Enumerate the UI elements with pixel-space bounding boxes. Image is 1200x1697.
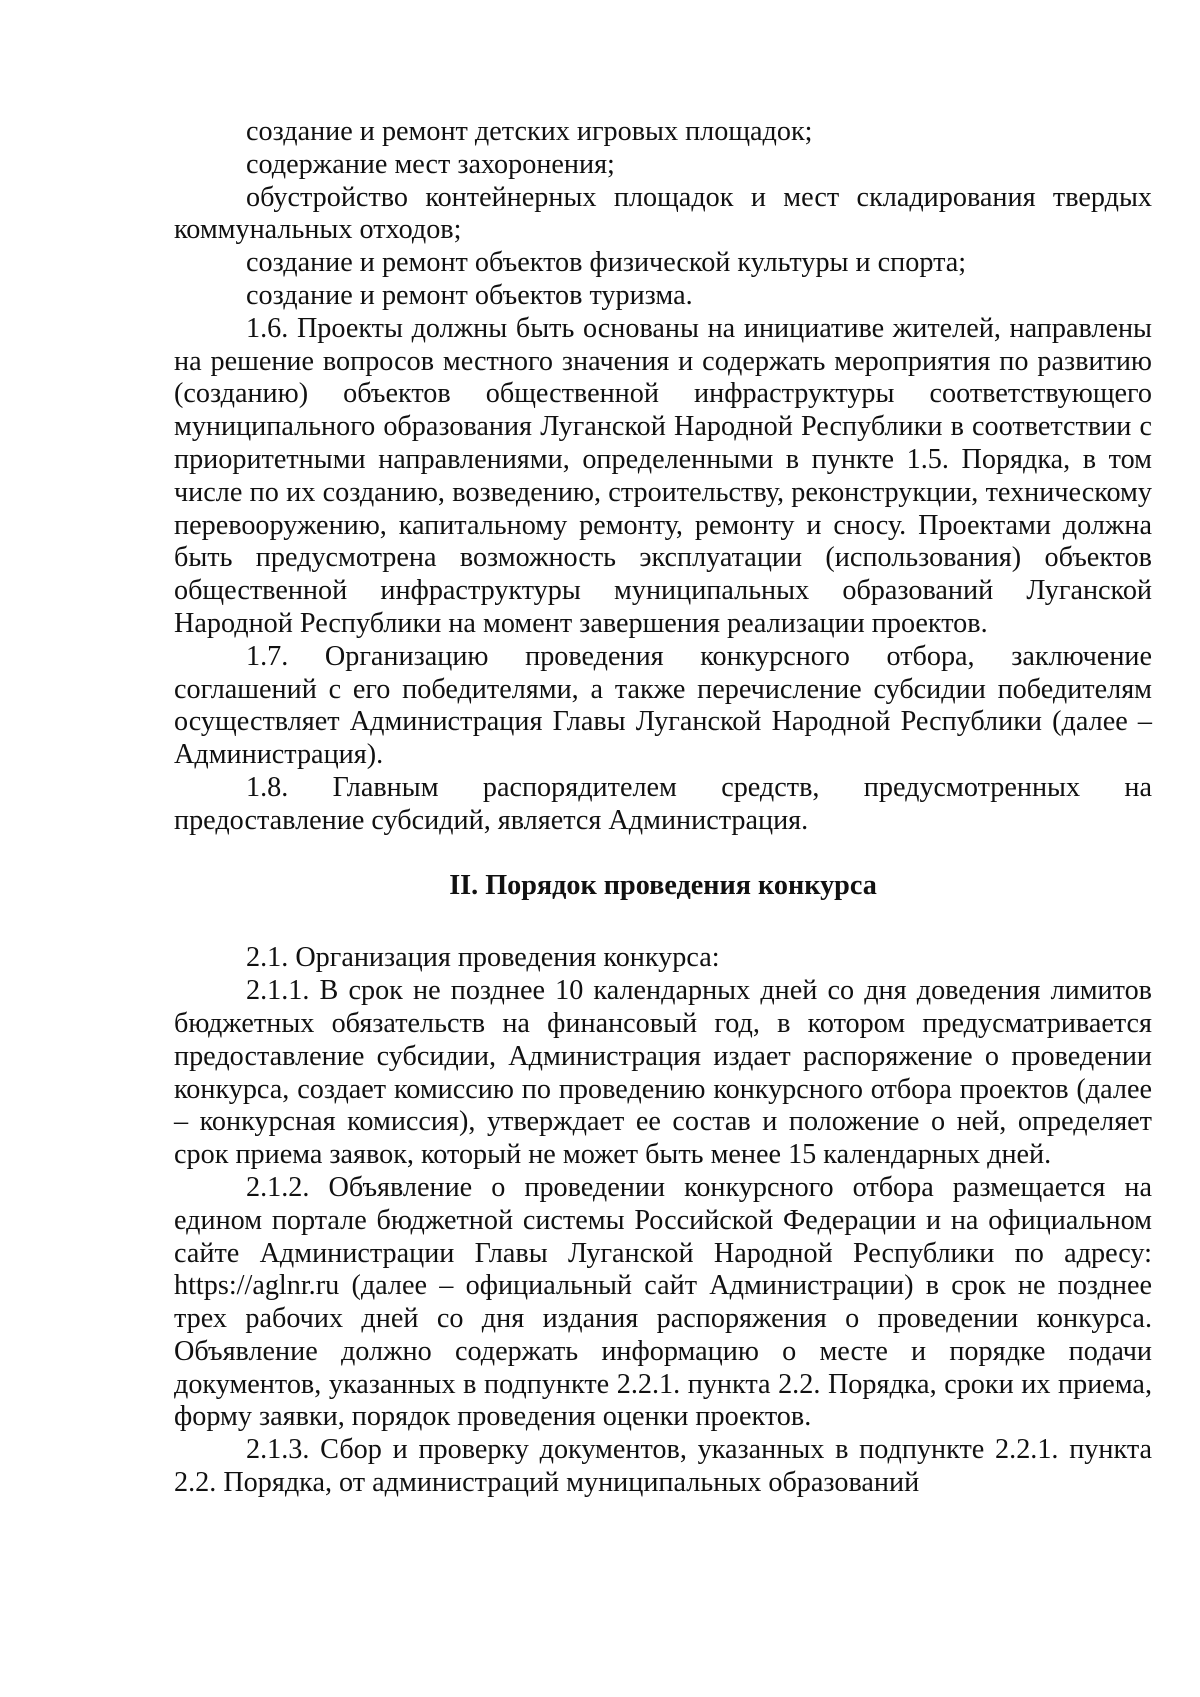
list-item-playgrounds: создание и ремонт детских игровых площадок; — [246, 116, 813, 147]
clause-1-8: 1.8. Главным распорядителем средств, предусмотренных на предоставление субсидий, является Администрация. — [174, 771, 1152, 836]
list-item-burial-sites: содержание мест захоронения; — [246, 148, 615, 180]
list-item-waste-sites: обустройство контейнерных площадок и мест складирования твердых коммунальных отходов; — [174, 181, 1152, 246]
clause-2-1-2: 2.1.2. Объявление о проведении конкурсного отбора размещается на едином портале бюджетной системы Российской Федерации и на официальном сайте Администрации Главы Луганской Народной Республики по адресу: https://aglnr.ru (далее – официальный сайт Администрации) в срок не позднее трех рабочих дней со дня издания распоряжения о проведении конкурса. Объявление должно содержать информацию о месте и порядке подачи документов, указанных в подпункте 2.2.1. пункта 2.2. Порядка, сроки их приема, форму заявки, порядок проведения оценки проектов. — [174, 1171, 1152, 1433]
document-page — [174, 116, 1152, 1500]
clause-2-1-1: 2.1.1. В срок не позднее 10 календарных дней со дня доведения лимитов бюджетных обязательств на финансовый год, в котором предусматривается предоставление субсидии, Администрация издает распоряжение о проведении конкурса, создает комиссию по проведению конкурсного отбора проектов (далее – конкурсная комиссия), утверждает ее состав и положение о ней, определяет срок приема заявок, который не может быть менее 15 календарных дней. — [174, 975, 1152, 1171]
clause-1-6: 1.6. Проекты должны быть основаны на инициативе жителей, направлены на решение вопросов местного значения и содержать мероприятия по развитию (созданию) объектов общественной инфраструктуры соответствующего муниципального образования Луганской Народной Республики в соответствии с приоритетными направлениями, определенными в пункте 1.5. Порядка, в том числе по их созданию, возведению, строительству, реконструкции, техническому перевооружению, капитальному ремонту, ремонту и сносу. Проектами должна быть предусмотрена возможность эксплуатации (использования) объектов общественной инфраструктуры муниципальных образований Луганской Народной Республики на момент завершения реализации проектов. — [174, 312, 1152, 639]
clause-1-7: 1.7. Организацию проведения конкурсного отбора, заключение соглашений с его победителями, а также перечисление субсидии победителям осуществляет Администрация Главы Луганской Народной Республики (далее – Администрация). — [174, 640, 1152, 771]
section-heading: II. Порядок проведения конкурса — [449, 869, 877, 901]
clause-2-1: 2.1. Организация проведения конкурса: — [246, 942, 720, 974]
clause-2-1-3: 2.1.3. Сбор и проверку документов, указанных в подпункте 2.2.1. пункта 2.2. Порядка, от администраций муниципальных образований — [174, 1434, 1152, 1499]
list-item-tourism-facilities: создание и ремонт объектов туризма. — [246, 279, 693, 311]
list-item-sports-facilities: создание и ремонт объектов физической культуры и спорта; — [246, 247, 967, 279]
